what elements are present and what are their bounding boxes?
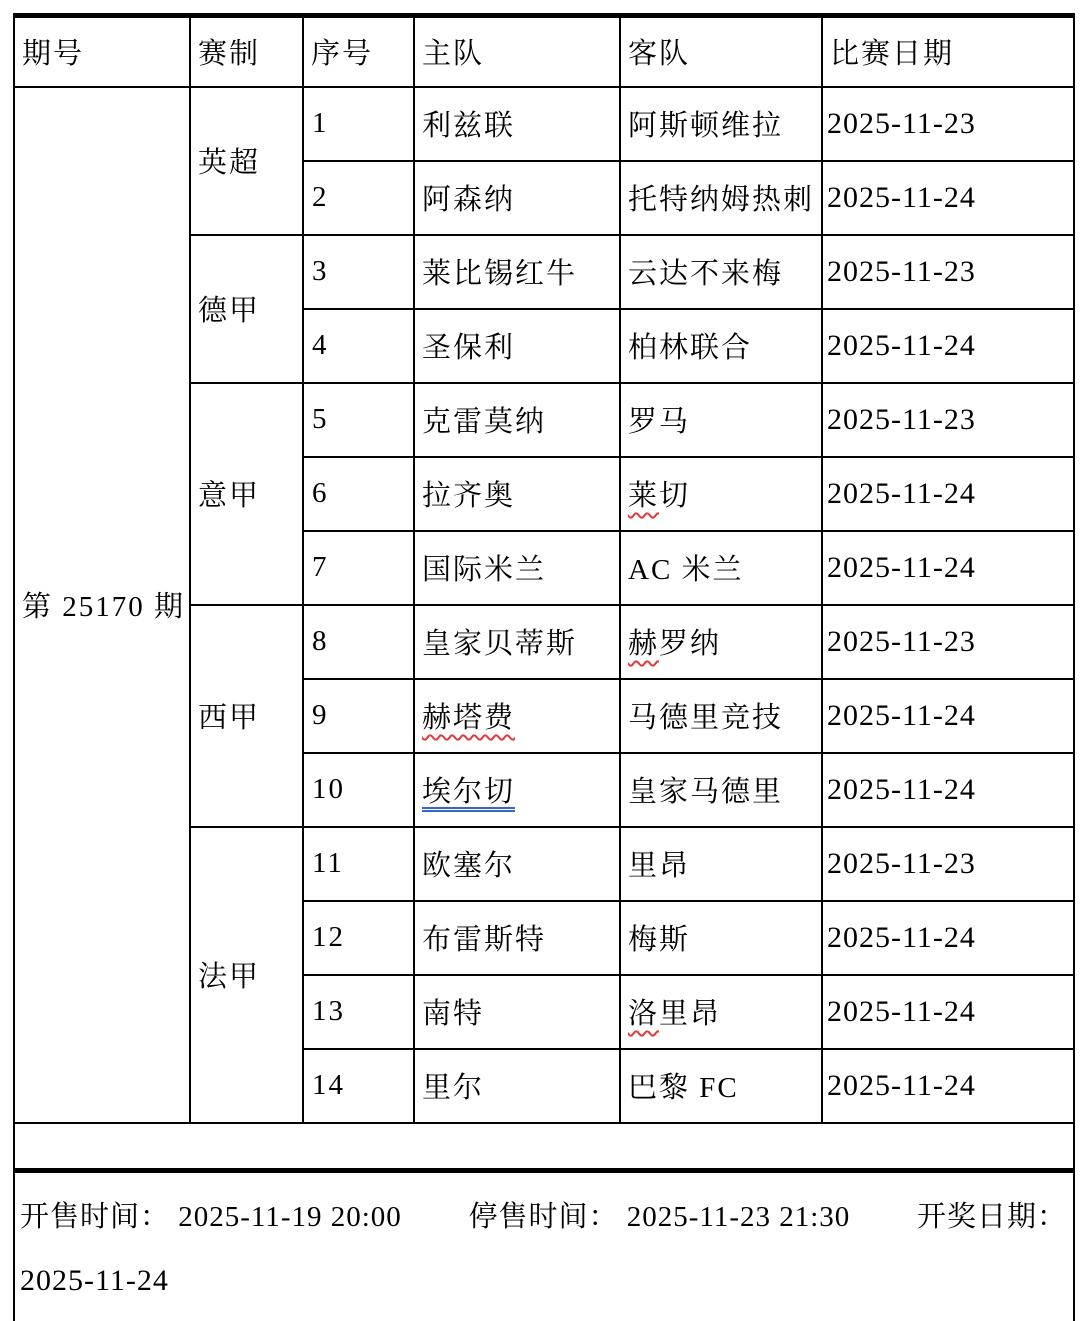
away-team-misspelled: 赫 bbox=[628, 628, 660, 660]
match-no-cell: 1 bbox=[303, 87, 414, 161]
league-cell: 意甲 bbox=[190, 383, 303, 605]
match-no-cell: 4 bbox=[303, 309, 414, 383]
spacer-row bbox=[14, 1123, 1074, 1171]
match-row bbox=[14, 87, 1074, 161]
league-cell: 德甲 bbox=[190, 235, 303, 383]
home-team-cell bbox=[414, 679, 620, 753]
sale-times-cell bbox=[14, 1171, 1074, 1321]
col-header-no: 序号 bbox=[303, 16, 414, 87]
match-date-cell: 2025-11-24 bbox=[822, 309, 1074, 383]
match-no-cell: 8 bbox=[303, 605, 414, 679]
away-team-cell bbox=[620, 975, 822, 1049]
match-date-cell: 2025-11-24 bbox=[822, 1049, 1074, 1123]
home-team-cell: 布雷斯特 bbox=[414, 901, 620, 975]
draw-date-value: 2025-11-24 bbox=[20, 1264, 169, 1297]
match-no-cell: 12 bbox=[303, 901, 414, 975]
sale-times-line bbox=[20, 1185, 1067, 1249]
match-no-cell: 10 bbox=[303, 753, 414, 827]
match-schedule-table bbox=[13, 13, 1075, 1321]
match-date-cell: 2025-11-24 bbox=[822, 457, 1074, 531]
sale-stop-time: 停售时间： 2025-11-23 21:30 bbox=[468, 1201, 851, 1233]
home-team-cell: 阿森纳 bbox=[414, 161, 620, 235]
match-no-cell: 11 bbox=[303, 827, 414, 901]
match-date-cell: 2025-11-23 bbox=[822, 87, 1074, 161]
away-team-cell: 马德里竞技 bbox=[620, 679, 822, 753]
match-no-cell: 14 bbox=[303, 1049, 414, 1123]
footer-row bbox=[14, 1171, 1074, 1321]
col-header-date: 比赛日期 bbox=[822, 16, 1074, 87]
match-date-cell: 2025-11-23 bbox=[822, 235, 1074, 309]
match-no-cell: 2 bbox=[303, 161, 414, 235]
spacer-cell bbox=[14, 1123, 1074, 1171]
home-team-misspelled: 赫塔费 bbox=[422, 702, 516, 734]
home-team-cell: 国际米兰 bbox=[414, 531, 620, 605]
away-team-cell: 皇家马德里 bbox=[620, 753, 822, 827]
away-team-cell: 托特纳姆热刺 bbox=[620, 161, 822, 235]
home-team-cell: 南特 bbox=[414, 975, 620, 1049]
col-header-issue: 期号 bbox=[14, 16, 190, 87]
schedule-sheet bbox=[13, 13, 1075, 1321]
home-team-cell: 圣保利 bbox=[414, 309, 620, 383]
home-team-cell: 拉齐奥 bbox=[414, 457, 620, 531]
home-team-cell: 利兹联 bbox=[414, 87, 620, 161]
away-team-cell: 巴黎 FC bbox=[620, 1049, 822, 1123]
away-team-cell: 柏林联合 bbox=[620, 309, 822, 383]
sale-start-time: 开售时间： 2025-11-19 20:00 bbox=[20, 1201, 402, 1233]
league-cell: 英超 bbox=[190, 87, 303, 235]
match-date-cell: 2025-11-24 bbox=[822, 161, 1074, 235]
match-date-cell: 2025-11-23 bbox=[822, 605, 1074, 679]
col-header-home: 主队 bbox=[414, 16, 620, 87]
home-team-cell bbox=[414, 753, 620, 827]
match-date-cell: 2025-11-24 bbox=[822, 753, 1074, 827]
away-team-misspelled: 洛 bbox=[628, 998, 660, 1030]
away-team-cell bbox=[620, 457, 822, 531]
home-team-cell: 莱比锡红牛 bbox=[414, 235, 620, 309]
match-no-cell: 6 bbox=[303, 457, 414, 531]
away-team-cell: 里昂 bbox=[620, 827, 822, 901]
away-team-cell: 梅斯 bbox=[620, 901, 822, 975]
away-team-cell: 罗马 bbox=[620, 383, 822, 457]
match-no-cell: 9 bbox=[303, 679, 414, 753]
match-date-cell: 2025-11-23 bbox=[822, 383, 1074, 457]
away-team-cell: 阿斯顿维拉 bbox=[620, 87, 822, 161]
match-no-cell: 13 bbox=[303, 975, 414, 1049]
away-team-rest: 里昂 bbox=[659, 998, 722, 1030]
match-no-cell: 7 bbox=[303, 531, 414, 605]
away-team-misspelled: 莱 bbox=[628, 480, 660, 512]
draw-date-label: 开奖日期： bbox=[916, 1201, 1067, 1233]
col-header-away: 客队 bbox=[620, 16, 822, 87]
home-team-cell: 欧塞尔 bbox=[414, 827, 620, 901]
issue-cell: 第 25170 期 bbox=[14, 87, 190, 1123]
league-cell: 西甲 bbox=[190, 605, 303, 827]
away-team-cell: AC 米兰 bbox=[620, 531, 822, 605]
home-team-cell: 里尔 bbox=[414, 1049, 620, 1123]
league-cell: 法甲 bbox=[190, 827, 303, 1123]
home-team-grammar-marked: 埃尔切 bbox=[422, 776, 516, 808]
home-team-cell: 克雷莫纳 bbox=[414, 383, 620, 457]
header-row bbox=[14, 16, 1074, 87]
home-team-cell: 皇家贝蒂斯 bbox=[414, 605, 620, 679]
away-team-cell bbox=[620, 605, 822, 679]
away-team-rest: 罗纳 bbox=[659, 628, 722, 660]
col-header-league: 赛制 bbox=[190, 16, 303, 87]
match-date-cell: 2025-11-23 bbox=[822, 827, 1074, 901]
match-date-cell: 2025-11-24 bbox=[822, 901, 1074, 975]
match-no-cell: 3 bbox=[303, 235, 414, 309]
match-date-cell: 2025-11-24 bbox=[822, 975, 1074, 1049]
away-team-cell: 云达不来梅 bbox=[620, 235, 822, 309]
match-date-cell: 2025-11-24 bbox=[822, 679, 1074, 753]
match-date-cell: 2025-11-24 bbox=[822, 531, 1074, 605]
away-team-rest: 切 bbox=[659, 480, 691, 512]
match-no-cell: 5 bbox=[303, 383, 414, 457]
